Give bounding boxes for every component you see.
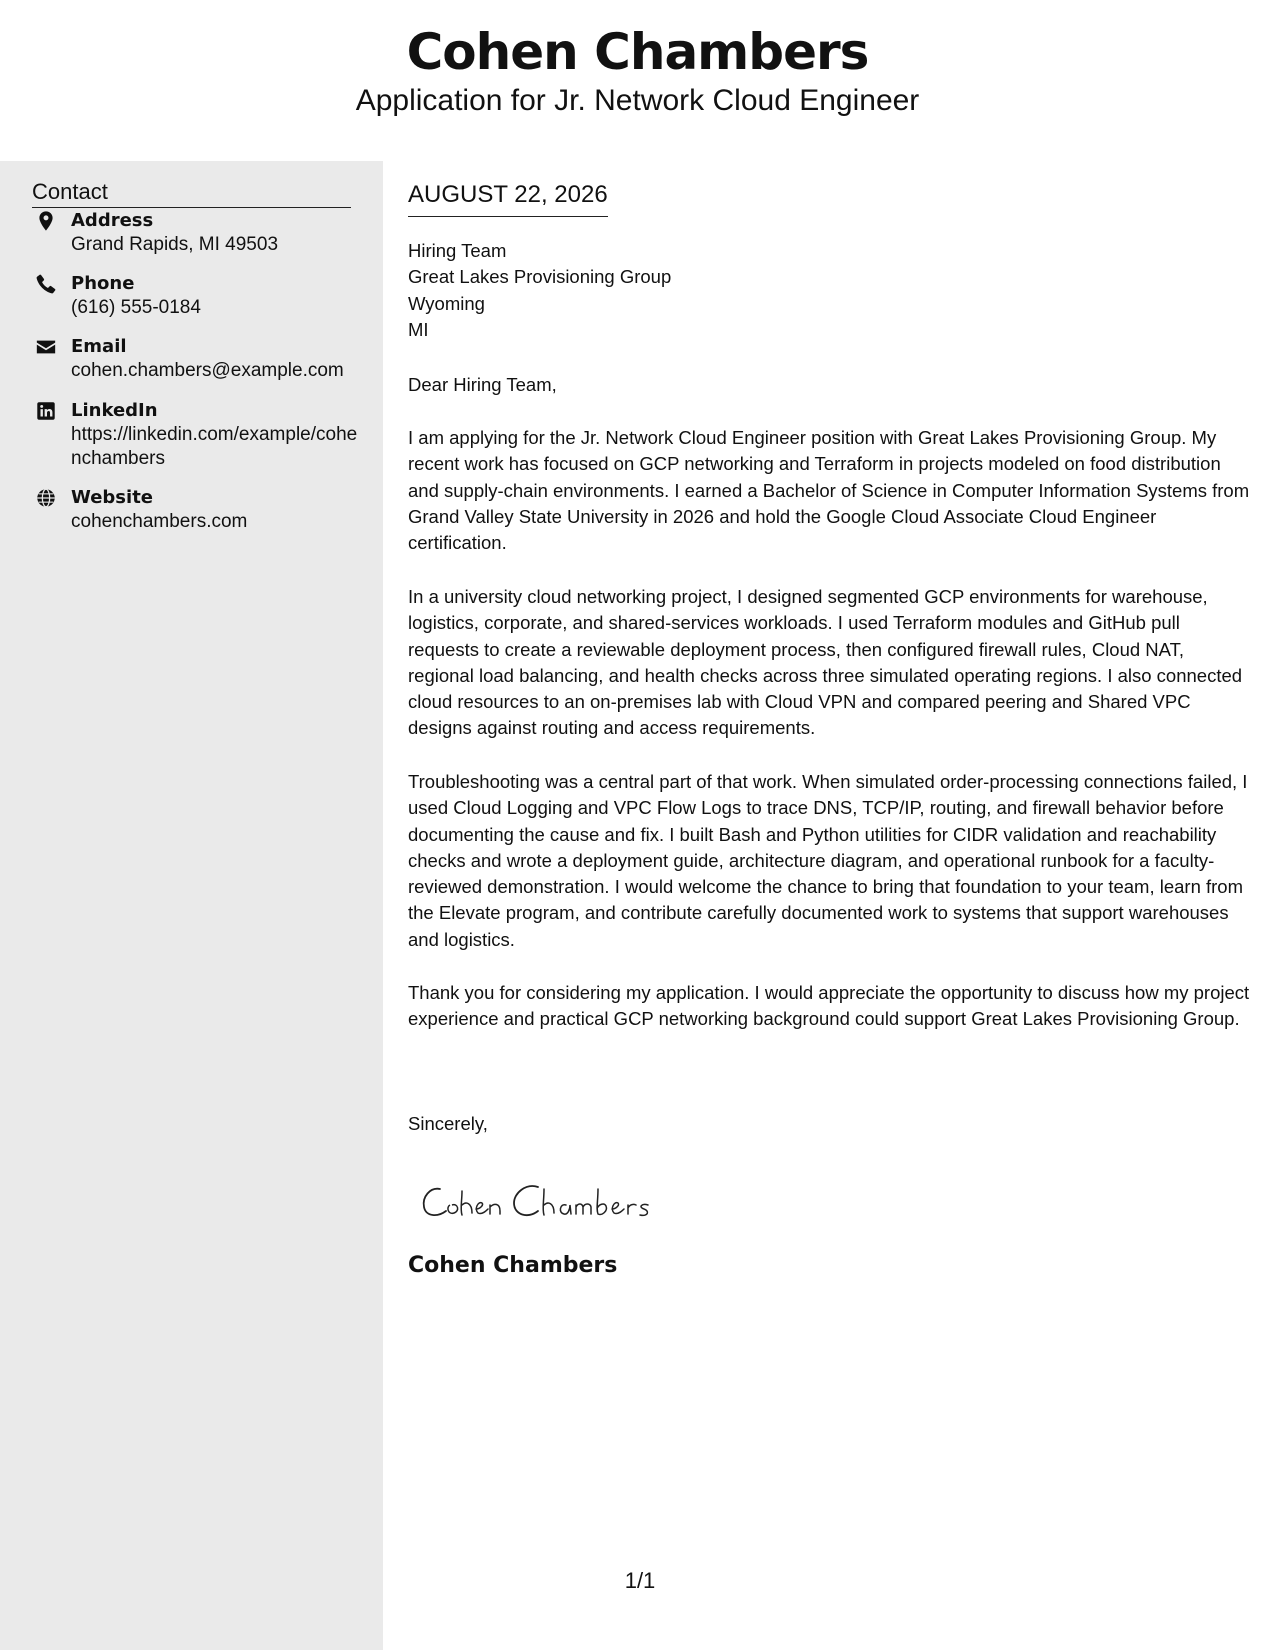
phone-label: Phone <box>71 273 135 294</box>
recipient-block <box>408 238 671 343</box>
phone-value: (616) 555-0184 <box>71 297 201 318</box>
email-label: Email <box>71 336 127 357</box>
contact-sidebar <box>0 161 383 1650</box>
website-label: Website <box>71 487 154 508</box>
recipient-line: MI <box>408 318 429 340</box>
linkedin-icon <box>35 400 57 422</box>
letter-date: AUGUST 22, 2026 <box>408 179 608 217</box>
recipient-line: Wyoming <box>408 292 485 314</box>
body-paragraph: Thank you for considering my application. I would appreciate the opportunity to discuss how my project experience and practical GCP networking background could support Great Lakes Provisioning Group. <box>408 982 1250 1030</box>
envelope-icon <box>35 336 57 358</box>
phone-icon <box>35 273 57 295</box>
body-paragraph: I am applying for the Jr. Network Cloud Engineer position with Great Lakes Provisioning Group. My recent work has focused on GCP networking and Terraform in projects modeled on food distribution and supply-chain environments. I earned a Bachelor of Science in Computer Information Systems from Grand Valley State University in 2026 and hold the Google Cloud Associate Cloud Engineer certification. <box>408 427 1250 554</box>
letter-header <box>0 0 1275 161</box>
body-paragraph: Troubleshooting was a central part of that work. When simulated order-processing connections failed, I used Cloud Logging and VPC Flow Logs to trace DNS, TCP/IP, routing, and firewall behavior before documenting the cause and fix. I built Bash and Python utilities for CIDR validation and reachability checks and wrote a deployment guide, architecture diagram, and operational runbook for a faculty-reviewed demonstration. I would welcome the chance to bring that foundation to your team, learn from the Elevate program, and contribute carefully documented work to systems that support warehouses and logistics. <box>408 771 1248 950</box>
salutation: Dear Hiring Team, <box>408 374 557 395</box>
page-number: 1/1 <box>624 1568 656 1593</box>
linkedin-value[interactable]: https://linkedin.com/example/cohenchambers <box>71 424 358 469</box>
contact-heading: Contact <box>32 177 351 208</box>
signed-name: Cohen Chambers <box>408 1253 618 1278</box>
map-pin-icon <box>35 210 57 232</box>
handwritten-signature <box>416 1161 686 1231</box>
recipient-line: Hiring Team <box>408 240 507 261</box>
body-paragraph: In a university cloud networking project, I designed segmented GCP environments for warehouse, logistics, corporate, and shared-services workloads. I used Terraform modules and GitHub pull requests to create a reviewable deployment process, then configured firewall rules, Cloud NAT, regional load balancing, and health checks across three simulated operating regions. I also connected cloud resources to an on-premises lab with Cloud VPN and compared peering and Shared VPC designs against routing and access requirements. <box>408 586 1243 739</box>
globe-icon <box>35 487 57 509</box>
application-subtitle: Application for Jr. Network Cloud Engineer <box>355 84 920 117</box>
email-value: cohen.chambers@example.com <box>71 360 344 381</box>
address-label: Address <box>71 210 154 231</box>
address-value: Grand Rapids, MI 49503 <box>71 234 279 255</box>
linkedin-label: LinkedIn <box>71 400 158 421</box>
website-value[interactable]: cohenchambers.com <box>71 511 248 532</box>
closing: Sincerely, <box>408 1113 488 1134</box>
applicant-name: Cohen Chambers <box>406 23 869 81</box>
recipient-line: Great Lakes Provisioning Group <box>408 266 672 288</box>
